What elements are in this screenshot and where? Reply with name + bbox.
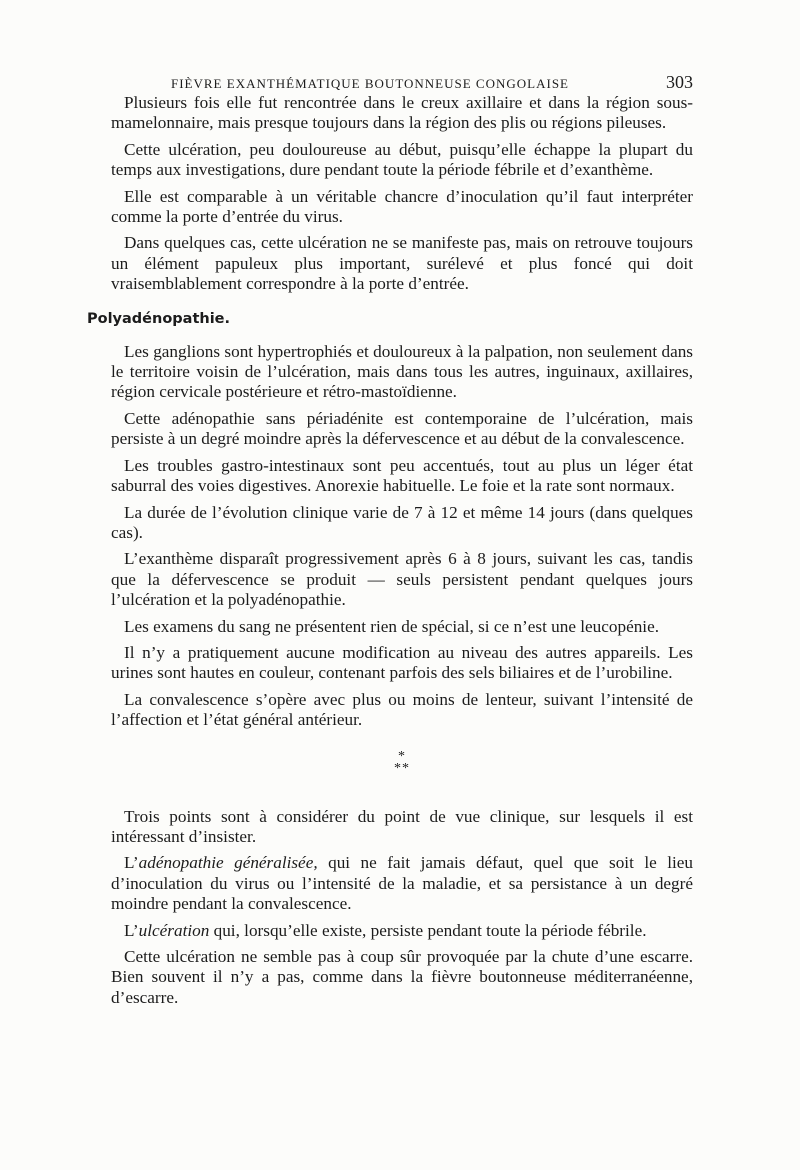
- running-title: FIÈVRE EXANTHÉMATIQUE BOUTONNEUSE CONGOLAISE: [171, 76, 569, 91]
- page-header: [111, 70, 693, 92]
- section-heading: Polyadénopathie.: [87, 310, 231, 327]
- paragraph: Plusieurs fois elle fut rencontrée dans le creux axillaire et dans la région sous-mamelonnaire, mais presque toujours dans la région des plis ou régions pileuses.: [111, 93, 693, 133]
- asterism-bottom: **: [394, 760, 410, 776]
- paragraph: Les troubles gastro-intestinaux sont peu accentués, tout au plus un léger état saburral des voies digestives. Anorexie habituelle. Le foie et la rate sont normaux.: [111, 455, 693, 496]
- paragraph: La convalescence s’opère avec plus ou moins de lenteur, suivant l’intensité de l’affection et l’état général antérieur.: [111, 689, 693, 730]
- italic-term: adénopathie généralisée,: [138, 853, 318, 873]
- text-rest: qui ne fait jamais défaut, quel que soit le lieu d’inoculation du virus ou l’intensité de la maladie, et sa persistance à un degré moindre pendant la convalescence.: [111, 853, 693, 914]
- text-prefix: L’: [124, 920, 139, 940]
- paragraph: La durée de l’évolution clinique varie de 7 à 12 et même 14 jours (dans quelques cas).: [111, 502, 693, 542]
- asterism-top: *: [398, 748, 406, 764]
- paragraph: L’exanthème disparaît progressivement après 6 à 8 jours, suivant les cas, tandis que la défervescence se produit — seuls persistent pendant quelques jours l’ulcération et la polyadénopathie.: [111, 549, 693, 610]
- paragraph: Dans quelques cas, cette ulcération ne se manifeste pas, mais on retrouve toujours un élément papuleux plus important, surélevé et plus foncé qui doit vraisemblablement correspondre à la porte d’entrée.: [111, 233, 693, 294]
- paragraph: Cette adénopathie sans périadénite est contemporaine de l’ulcération, mais persiste à un degré moindre après la défervescence et au début de la convalescence.: [111, 408, 693, 449]
- paragraph: [111, 853, 693, 914]
- paragraph: Elle est comparable à un véritable chancre d’inoculation qu’il faut interpréter comme la porte d’entrée du virus.: [111, 186, 693, 227]
- paragraph: Les ganglions sont hypertrophiés et douloureux à la palpation, non seulement dans le territoire voisin de l’ulcération, mais dans tous les autres, inguinaux, axillaires, région cervicale postérieure et rétro-mastoïdienne.: [111, 341, 693, 402]
- text-prefix: L’: [124, 853, 139, 873]
- paragraph: Les examens du sang ne présentent rien de spécial, si ce n’est une leucopénie.: [124, 616, 659, 636]
- asterism-separator: [111, 748, 693, 776]
- polyadenopathy-block: [111, 342, 693, 731]
- paragraph: Il n’y a pratiquement aucune modification au niveau des autres appareils. Les urines sont hautes en couleur, contenant parfois des sels biliaires et de l’urobiline.: [111, 642, 693, 683]
- text-rest: qui, lorsqu’elle existe, persiste pendant toute la période fébrile.: [209, 920, 647, 940]
- paragraph: Cette ulcération, peu douloureuse au début, puisqu’elle échappe la plupart du temps aux investigations, dure pendant toute la période fébrile et d’exanthème.: [111, 139, 693, 180]
- page: [87, 70, 693, 1008]
- intro-block: [111, 93, 693, 295]
- page-number: 303: [666, 72, 693, 92]
- paragraph: Cette ulcération ne semble pas à coup sûr provoquée par la chute d’une escarre. Bien souvent il n’y a pas, comme dans la fièvre boutonneuse méditerranéenne, d’escarre.: [111, 947, 693, 1007]
- italic-term: ulcération: [138, 920, 210, 940]
- paragraph: [111, 921, 693, 941]
- paragraph: Trois points sont à considérer du point de vue clinique, sur lesquels il est intéressant d’insister.: [111, 806, 693, 846]
- closing-block: [111, 807, 693, 1009]
